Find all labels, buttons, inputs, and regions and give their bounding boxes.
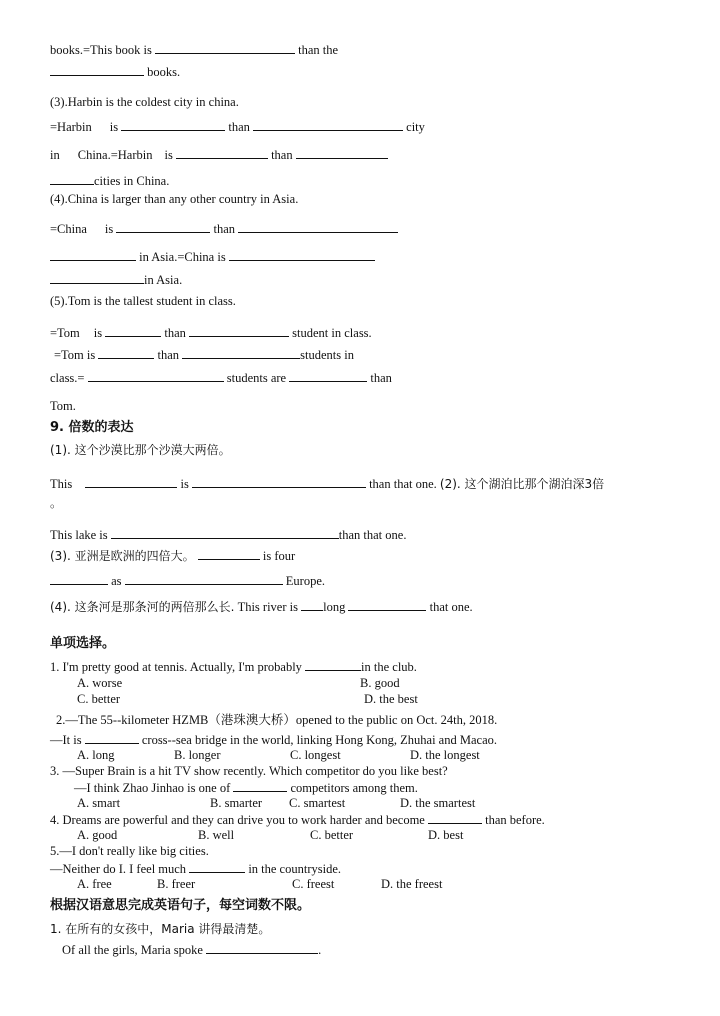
- mc-title: 单项选择。: [50, 636, 116, 651]
- line-5d: Tom.: [50, 399, 76, 413]
- text: is: [93, 326, 103, 340]
- mc-q2-line: [50, 731, 497, 748]
- text: =Harbin: [50, 120, 92, 134]
- answer-blank[interactable]: [50, 271, 144, 284]
- s9-q4-prompt: (4). 这条河是那条河的两倍那么长.: [50, 600, 235, 614]
- answer-blank[interactable]: [98, 346, 154, 359]
- text: Of all the girls, Maria spoke: [62, 943, 203, 957]
- s9-q2-prompt: (2). 这个湖泊比那个湖泊深3倍: [439, 477, 605, 491]
- text: —I think Zhao Jinhao is one of: [74, 781, 231, 795]
- text: cross--sea bridge in the world, linking Hong Kong, Zhuhai and Macao.: [141, 733, 497, 747]
- text: This: [50, 477, 73, 491]
- answer-blank[interactable]: [192, 475, 366, 488]
- prompt-3: (3).Harbin is the coldest city in china.: [50, 95, 239, 109]
- text: —It is: [50, 733, 82, 747]
- answer-blank[interactable]: [238, 220, 398, 233]
- text: class.=: [50, 371, 85, 385]
- mc-q1-option-a[interactable]: A. worse: [77, 676, 123, 690]
- translate-q1-line: [62, 941, 321, 958]
- s9-q1-prompt: (1). 这个沙漠比那个沙漠大两倍。: [50, 443, 231, 457]
- text: in the countryside.: [248, 862, 342, 876]
- mc-q5-line: [50, 860, 341, 877]
- mc-q2: 2.—The 55--kilometer HZMB（港珠澳大桥）opened to the public on Oct. 24th, 2018.: [56, 713, 498, 727]
- s9-q2-end: 。: [50, 496, 63, 510]
- s9-q1-line: [50, 475, 604, 492]
- text: in Asia.=China is: [139, 250, 226, 264]
- text: in Asia.: [144, 273, 183, 287]
- text: is: [164, 148, 173, 162]
- text: is: [104, 222, 114, 236]
- mc-q4-option-b[interactable]: B. well: [198, 828, 235, 842]
- mc-q2-option-d[interactable]: D. the longest: [410, 748, 480, 762]
- answer-blank[interactable]: [125, 572, 283, 585]
- text: than the: [298, 43, 339, 57]
- text: books.: [147, 65, 181, 79]
- text: .: [318, 943, 322, 957]
- answer-blank[interactable]: [289, 369, 367, 382]
- answer-blank[interactable]: [305, 658, 361, 671]
- mc-q4-option-d[interactable]: D. best: [428, 828, 464, 842]
- text: —Neither do I. I feel much: [50, 862, 187, 876]
- answer-blank[interactable]: [182, 346, 300, 359]
- answer-blank[interactable]: [121, 118, 225, 131]
- s9-q3-line-2: [50, 572, 325, 589]
- text: =Tom: [50, 326, 80, 340]
- text: 1. I'm pretty good at tennis. Actually, I'm probably: [50, 660, 302, 674]
- line-3c: [50, 172, 169, 189]
- answer-blank[interactable]: [296, 146, 388, 159]
- text: =China: [50, 222, 87, 236]
- text: city: [406, 120, 425, 134]
- answer-blank[interactable]: [428, 811, 482, 824]
- text: that one.: [429, 600, 473, 614]
- line-books: [50, 41, 338, 58]
- mc-q3-line: [74, 779, 418, 796]
- answer-blank[interactable]: [198, 547, 260, 560]
- mc-q1-option-b[interactable]: B. good: [360, 676, 400, 690]
- line-5a: [50, 324, 372, 341]
- s9-q2-line: [50, 526, 406, 543]
- text: is: [109, 120, 119, 134]
- text: books.=This book is: [50, 43, 152, 57]
- text: This lake is: [50, 528, 108, 542]
- text: than: [157, 348, 180, 362]
- mc-q1: [50, 658, 417, 675]
- answer-blank[interactable]: [116, 220, 210, 233]
- s9-q3-prompt: (3). 亚洲是欧洲的四倍大。: [50, 549, 195, 563]
- text: is four: [262, 549, 296, 563]
- text: in the club.: [361, 660, 417, 674]
- answer-blank[interactable]: [348, 598, 426, 611]
- answer-blank[interactable]: [301, 598, 323, 611]
- text: than: [271, 148, 293, 162]
- mc-q5-option-b[interactable]: B. freer: [157, 877, 196, 891]
- answer-blank[interactable]: [50, 248, 136, 261]
- answer-blank[interactable]: [85, 475, 177, 488]
- text: than: [370, 371, 392, 385]
- text: competitors among them.: [290, 781, 418, 795]
- prompt-4: (4).China is larger than any other country in Asia.: [50, 192, 299, 206]
- answer-blank[interactable]: [111, 526, 339, 539]
- answer-blank[interactable]: [189, 324, 289, 337]
- text: This river is: [237, 600, 298, 614]
- answer-blank[interactable]: [176, 146, 268, 159]
- mc-q4: [50, 811, 545, 828]
- text: cities in China.: [94, 174, 170, 188]
- mc-q4-option-a[interactable]: A. good: [77, 828, 118, 842]
- translate-title: 根据汉语意思完成英语句子，每空词数不限。: [50, 898, 311, 913]
- section-9-title: 9. 倍数的表达: [50, 420, 134, 435]
- mc-q1-option-d[interactable]: D. the best: [364, 692, 418, 706]
- answer-blank[interactable]: [85, 731, 139, 744]
- mc-q5-option-c[interactable]: C. freest: [292, 877, 335, 891]
- mc-q3-option-c[interactable]: C. smartest: [289, 796, 346, 810]
- answer-blank[interactable]: [105, 324, 161, 337]
- answer-blank[interactable]: [50, 572, 108, 585]
- text: Europe.: [285, 574, 326, 588]
- line-4c: [50, 271, 182, 288]
- text: =Tom is: [54, 348, 96, 362]
- mc-q2-option-c[interactable]: C. longest: [290, 748, 341, 762]
- line-5c: [50, 369, 392, 386]
- mc-q1-option-c[interactable]: C. better: [77, 692, 121, 706]
- line-5b: [54, 346, 354, 363]
- answer-blank[interactable]: [229, 248, 375, 261]
- text: China.=Harbin: [77, 148, 153, 162]
- answer-blank[interactable]: [88, 369, 224, 382]
- text: as: [111, 574, 122, 588]
- mc-q3-option-b[interactable]: B. smarter: [210, 796, 263, 810]
- text: is: [180, 477, 189, 491]
- line-4a: [50, 220, 398, 237]
- text: than that one.: [369, 477, 437, 491]
- text: than before.: [485, 813, 545, 827]
- answer-blank[interactable]: [206, 941, 318, 954]
- answer-blank[interactable]: [253, 118, 403, 131]
- text: students are: [226, 371, 287, 385]
- mc-q5-option-a[interactable]: A. free: [77, 877, 112, 891]
- mc-q3: 3. —Super Brain is a hit TV show recently. Which competitor do you like best?: [50, 764, 448, 778]
- mc-q2-option-a[interactable]: A. long: [77, 748, 115, 762]
- line-3a: [50, 118, 425, 135]
- text: than: [213, 222, 236, 236]
- line-books-2: [50, 63, 180, 80]
- answer-blank[interactable]: [50, 172, 94, 185]
- answer-blank[interactable]: [233, 779, 287, 792]
- text: than: [164, 326, 186, 340]
- s9-q4-line: [50, 598, 473, 615]
- mc-q2-option-b[interactable]: B. longer: [174, 748, 221, 762]
- line-3b: [50, 146, 388, 163]
- answer-blank[interactable]: [50, 63, 144, 76]
- mc-q3-option-a[interactable]: A. smart: [77, 796, 121, 810]
- text: in: [50, 148, 60, 162]
- text: than that one.: [338, 528, 407, 542]
- answer-blank[interactable]: [189, 860, 245, 873]
- text: students in: [300, 348, 354, 362]
- text: than: [228, 120, 250, 134]
- mc-q5-option-d[interactable]: D. the freest: [381, 877, 443, 891]
- mc-q3-option-d[interactable]: D. the smartest: [400, 796, 476, 810]
- text: long: [323, 600, 346, 614]
- text: 4. Dreams are powerful and they can drive you to work harder and become: [50, 813, 425, 827]
- line-4b: [50, 248, 375, 265]
- translate-q1-prompt: 1. 在所有的女孩中，Maria 讲得最清楚。: [50, 922, 271, 936]
- s9-q3-line: [50, 547, 295, 564]
- mc-q5: 5.—I don't really like big cities.: [50, 844, 209, 858]
- prompt-5: (5).Tom is the tallest student in class.: [50, 294, 236, 308]
- answer-blank[interactable]: [155, 41, 295, 54]
- mc-q4-option-c[interactable]: C. better: [310, 828, 354, 842]
- text: student in class.: [292, 326, 372, 340]
